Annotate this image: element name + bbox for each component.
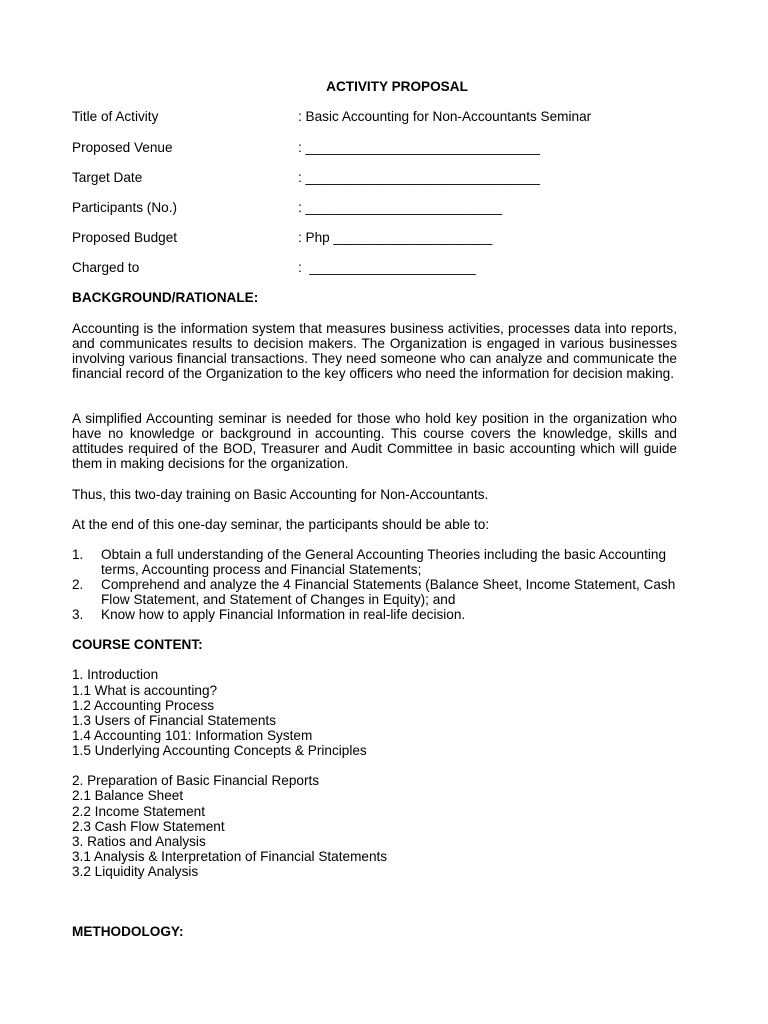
- background-paragraph-1: Accounting is the information system that measures business activities, processes data into reports, and communicates results to decision makers. The Organization is engaged in various businesses involving various financial transactions. They need someone who can analyze and communicate the financial record of the Organization to the key officers who need the information for decision making.: [72, 321, 677, 381]
- field-label: Target Date: [72, 170, 143, 185]
- course-line: 1. Introduction: [72, 667, 159, 682]
- field-participants: [72, 200, 692, 216]
- field-value: : Php _____________________: [298, 230, 493, 245]
- field-label: Title of Activity: [72, 109, 159, 124]
- objective-number: 1.: [72, 547, 84, 562]
- course-content-heading: COURSE CONTENT:: [72, 637, 203, 652]
- field-label: Charged to: [72, 260, 140, 275]
- course-line: 1.1 What is accounting?: [72, 683, 218, 698]
- methodology-heading: METHODOLOGY:: [72, 924, 184, 939]
- field-proposed-venue: [72, 140, 692, 156]
- field-proposed-budget: [72, 230, 692, 246]
- course-line: 1.5 Underlying Accounting Concepts & Principles: [72, 743, 367, 758]
- field-value: : Basic Accounting for Non-Accountants Seminar: [298, 109, 592, 124]
- objective-text: Know how to apply Financial Information in real-life decision.: [101, 607, 466, 622]
- field-charged-to: [72, 260, 692, 276]
- field-label: Proposed Venue: [72, 140, 173, 155]
- course-line: 2.2 Income Statement: [72, 804, 205, 819]
- field-value: : __________________________: [298, 200, 503, 215]
- course-line: 2. Preparation of Basic Financial Reports: [72, 773, 320, 788]
- course-line: 1.3 Users of Financial Statements: [72, 713, 276, 728]
- background-paragraph-3: Thus, this two-day training on Basic Accounting for Non-Accountants.: [72, 487, 489, 502]
- field-target-date: [72, 170, 692, 186]
- course-line: 2.1 Balance Sheet: [72, 788, 184, 803]
- objective-number: 3.: [72, 607, 84, 622]
- objective-text: Obtain a full understanding of the General Accounting Theories including the basic Accounting terms, Accounting process and Financial Statements;: [101, 547, 667, 577]
- field-label: Participants (No.): [72, 200, 178, 215]
- background-heading: BACKGROUND/RATIONALE:: [72, 290, 259, 305]
- field-value: : _______________________________: [298, 140, 540, 155]
- background-paragraph-4: At the end of this one-day seminar, the participants should be able to:: [72, 517, 490, 532]
- field-value: : _______________________________: [298, 170, 540, 185]
- course-line: 3. Ratios and Analysis: [72, 834, 206, 849]
- course-line: 2.3 Cash Flow Statement: [72, 819, 225, 834]
- objective-number: 2.: [72, 577, 84, 592]
- field-label: Proposed Budget: [72, 230, 178, 245]
- course-line: 1.2 Accounting Process: [72, 698, 215, 713]
- course-line: 3.1 Analysis & Interpretation of Financial Statements: [72, 849, 388, 864]
- objective-text: Comprehend and analyze the 4 Financial Statements (Balance Sheet, Income Statement, Cash Flow Statement, and Statement of Changes in Equity); and: [101, 577, 676, 607]
- background-paragraph-2: A simplified Accounting seminar is needed for those who hold key position in the organization who have no knowledge or background in accounting. This course covers the knowledge, skills and attitudes required of the BOD, Treasurer and Audit Committee in basic accounting which will guide them in making decisions for the organization.: [72, 411, 677, 471]
- field-value: : ______________________: [298, 260, 476, 275]
- field-title-of-activity: [72, 109, 692, 125]
- course-line: 1.4 Accounting 101: Information System: [72, 728, 313, 743]
- course-line: 3.2 Liquidity Analysis: [72, 864, 199, 879]
- page-title: ACTIVITY PROPOSAL: [326, 79, 468, 94]
